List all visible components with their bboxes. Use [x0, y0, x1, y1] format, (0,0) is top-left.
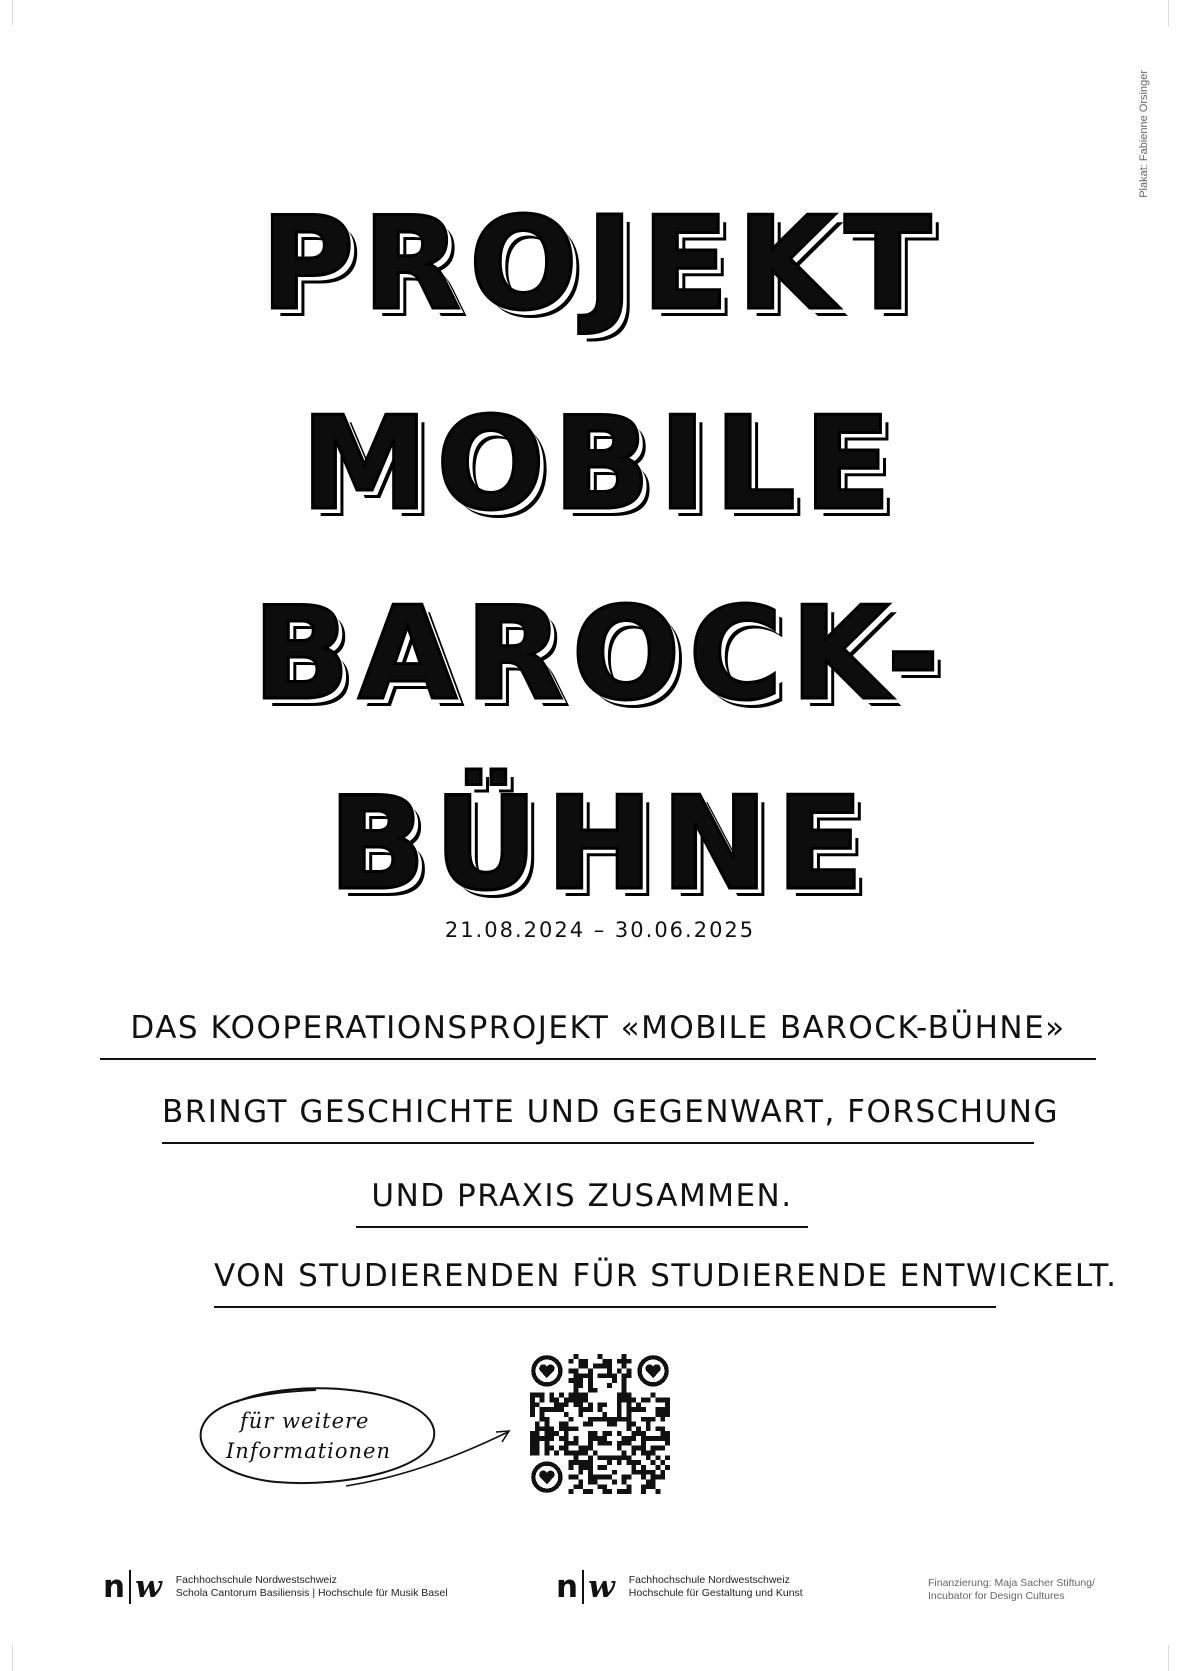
logo-letter-w: w [135, 1569, 162, 1605]
logo-divider [582, 1570, 584, 1604]
logo-text [629, 1574, 803, 1600]
logo-line-2: Hochschule für Gestaltung und Kunst [628, 1587, 803, 1599]
title-line-2: MOBILE [300, 390, 900, 539]
title-line-3: BAROCK- [252, 580, 948, 729]
fhnw-logo-icon [103, 1570, 162, 1604]
message-line-2: BRINGT GESCHICHTE UND GEGENWART, FORSCHUNG [162, 1094, 1034, 1144]
fhnw-logo-icon [556, 1570, 615, 1604]
crop-mark [1168, 1645, 1169, 1671]
crop-mark [12, 0, 13, 26]
title-line-1: PROJEKT [260, 190, 940, 339]
logo-fhnw-music [103, 1570, 448, 1604]
qr-code-icon[interactable] [530, 1354, 670, 1494]
crop-mark [12, 1645, 13, 1671]
funding-line-2: Incubator for Design Cultures [928, 1590, 1065, 1602]
logo-divider [129, 1570, 131, 1604]
logo-line-1: Fachhochschule Nordwestschweiz [175, 1574, 337, 1586]
message-line-3: UND PRAXIS ZUSAMMEN. [356, 1178, 808, 1228]
funding-line-1: Finanzierung: Maja Sacher Stiftung/ [928, 1577, 1095, 1589]
logo-line-2: Schola Cantorum Basiliensis | Hochschule für Musik Basel [175, 1587, 448, 1599]
more-info-text [226, 1406, 426, 1466]
title-line-4: BÜHNE [328, 770, 872, 919]
more-info-line-2: Informationen [226, 1439, 391, 1463]
logo-letter-n: n [103, 1569, 126, 1605]
funding-credit [928, 1577, 1095, 1603]
logo-letter-w: w [588, 1569, 615, 1605]
message-line-1: DAS KOOPERATIONSPROJEKT «MOBILE BAROCK-BÜHNE» [100, 1010, 1096, 1060]
poster-credit: Plakat: Fabienne Orsinger [1138, 70, 1150, 198]
logo-letter-n: n [556, 1569, 579, 1605]
logo-line-1: Fachhochschule Nordwestschweiz [628, 1574, 790, 1586]
logo-text [176, 1574, 448, 1600]
more-info-callout [196, 1382, 440, 1494]
message-line-4: VON STUDIERENDEN FÜR STUDIERENDE ENTWICKELT. [214, 1258, 996, 1308]
more-info-line-1: für weitere [240, 1409, 370, 1433]
logo-fhnw-art [556, 1570, 803, 1604]
date-range: 21.08.2024 – 30.06.2025 [444, 918, 756, 942]
crop-mark [1168, 0, 1169, 26]
